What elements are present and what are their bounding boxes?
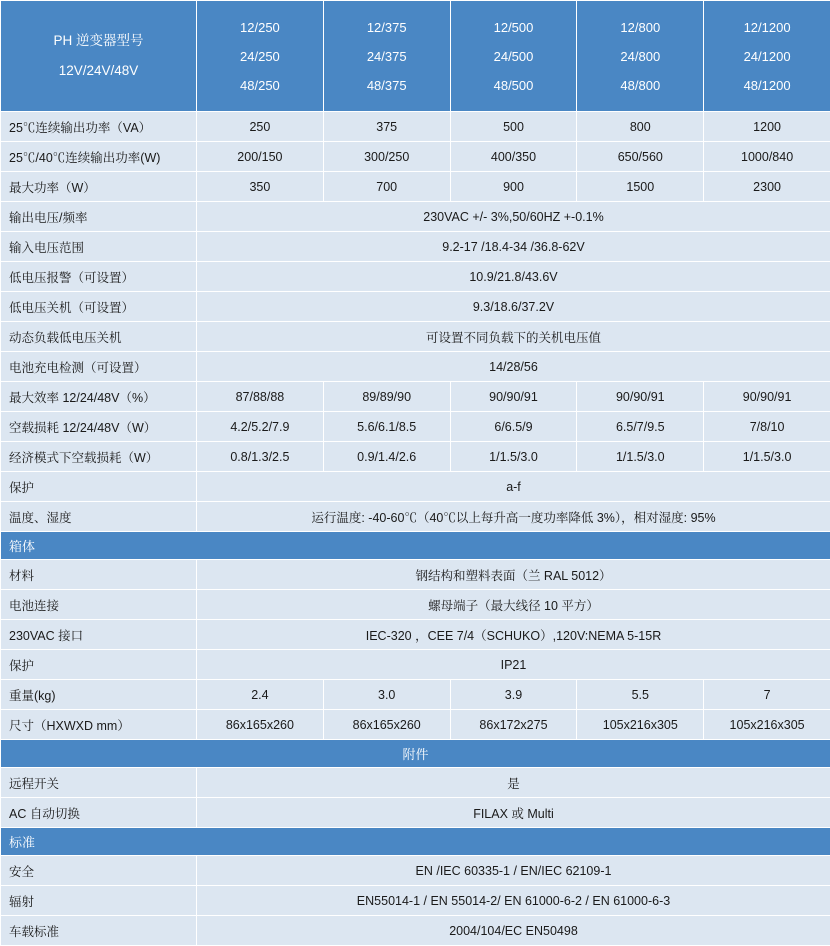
table-row: [1, 590, 830, 620]
row-label: 电池充电检测（可设置）: [1, 352, 197, 382]
row-value: 200/150: [197, 142, 324, 172]
row-value: 86x165x260: [197, 710, 324, 740]
header-col1-line1: 12/250: [203, 13, 317, 42]
row-value-span: 是: [197, 768, 830, 798]
table-row: [1, 232, 830, 262]
row-value: 4.2/5.2/7.9: [197, 412, 324, 442]
table-row: [1, 768, 830, 798]
row-value: 7/8/10: [704, 412, 830, 442]
row-label: 25℃/40℃连续输出功率(W): [1, 142, 197, 172]
row-value-span: a-f: [197, 472, 830, 502]
row-label: 最大效率 12/24/48V（%）: [1, 382, 197, 412]
table-row: [1, 856, 830, 886]
row-value: 1200: [704, 112, 830, 142]
row-label: 最大功率（W）: [1, 172, 197, 202]
row-value: 3.0: [323, 680, 450, 710]
header-col4-line2: 24/800: [583, 42, 697, 71]
table-row: [1, 916, 830, 946]
header-model-label: [1, 1, 197, 112]
header-model-label-line2: 12V/24V/48V: [7, 56, 190, 86]
row-value: 1500: [577, 172, 704, 202]
row-value: 90/90/91: [450, 382, 577, 412]
header-column-5: [704, 1, 830, 112]
row-value-span: 9.3/18.6/37.2V: [197, 292, 830, 322]
header-col5-line2: 24/1200: [710, 42, 824, 71]
row-label: 材料: [1, 560, 197, 590]
table-row: [1, 710, 830, 740]
row-value-span: 螺母端子（最大线径 10 平方）: [197, 590, 830, 620]
row-label: 经济模式下空载损耗（W）: [1, 442, 197, 472]
row-value: 0.9/1.4/2.6: [323, 442, 450, 472]
row-label: 空载损耗 12/24/48V（W）: [1, 412, 197, 442]
header-col5-line1: 12/1200: [710, 13, 824, 42]
row-value: 86x172x275: [450, 710, 577, 740]
header-col1-line3: 48/250: [203, 71, 317, 100]
row-label: 低电压报警（可设置）: [1, 262, 197, 292]
header-col4-line1: 12/800: [583, 13, 697, 42]
table-row: [1, 412, 830, 442]
row-value: 90/90/91: [577, 382, 704, 412]
header-col3-line3: 48/500: [457, 71, 571, 100]
row-value-span: IP21: [197, 650, 830, 680]
header-column-4: [577, 1, 704, 112]
table-row: [1, 202, 830, 232]
row-value: 2300: [704, 172, 830, 202]
row-value: 500: [450, 112, 577, 142]
table-row: [1, 172, 830, 202]
row-value: 0.8/1.3/2.5: [197, 442, 324, 472]
table-row: [1, 560, 830, 590]
row-label: 低电压关机（可设置）: [1, 292, 197, 322]
row-value-span: 钢结构和塑料表面（兰 RAL 5012）: [197, 560, 830, 590]
row-value: 900: [450, 172, 577, 202]
row-value-span: 14/28/56: [197, 352, 830, 382]
row-value: 1/1.5/3.0: [577, 442, 704, 472]
row-value: 86x165x260: [323, 710, 450, 740]
row-value: 375: [323, 112, 450, 142]
row-value-span: FILAX 或 Multi: [197, 798, 830, 828]
table-row: [1, 322, 830, 352]
row-value: 6/6.5/9: [450, 412, 577, 442]
table-row: [1, 680, 830, 710]
row-value-span: EN55014-1 / EN 55014-2/ EN 61000-6-2 / EN 61000-6-3: [197, 886, 830, 916]
row-value-span: 10.9/21.8/43.6V: [197, 262, 830, 292]
row-value: 1/1.5/3.0: [704, 442, 830, 472]
row-label: AC 自动切换: [1, 798, 197, 828]
row-value: 6.5/7/9.5: [577, 412, 704, 442]
row-label: 安全: [1, 856, 197, 886]
row-value: 1000/840: [704, 142, 830, 172]
header-col5-line3: 48/1200: [710, 71, 824, 100]
row-value: 1/1.5/3.0: [450, 442, 577, 472]
row-label: 重量(kg): [1, 680, 197, 710]
row-label: 电池连接: [1, 590, 197, 620]
header-column-1: [197, 1, 324, 112]
row-value: 5.5: [577, 680, 704, 710]
table-row: [1, 886, 830, 916]
table-row: [1, 502, 830, 532]
row-label: 温度、湿度: [1, 502, 197, 532]
table-row: [1, 352, 830, 382]
table-row: [1, 442, 830, 472]
row-value: 2.4: [197, 680, 324, 710]
row-value-span: 可设置不同负载下的关机电压值: [197, 322, 830, 352]
table-row: [1, 112, 830, 142]
row-value-span: 230VAC +/- 3%,50/60HZ +-0.1%: [197, 202, 830, 232]
table-row: [1, 620, 830, 650]
table-row: [1, 142, 830, 172]
row-value: 700: [323, 172, 450, 202]
section-title-standard: 标准: [1, 828, 830, 856]
row-label: 辐射: [1, 886, 197, 916]
row-value-span: 运行温度: -40-60℃（40℃以上每升高一度功率降低 3%），相对湿度: 95%: [197, 502, 830, 532]
row-value: 400/350: [450, 142, 577, 172]
row-value: 105x216x305: [577, 710, 704, 740]
header-col2-line1: 12/375: [330, 13, 444, 42]
section-title-case: 箱体: [1, 532, 830, 560]
row-value: 7: [704, 680, 830, 710]
row-value-span: 2004/104/EC EN50498: [197, 916, 830, 946]
row-value: 5.6/6.1/8.5: [323, 412, 450, 442]
row-value-span: 9.2-17 /18.4-34 /36.8-62V: [197, 232, 830, 262]
row-label: 保护: [1, 472, 197, 502]
table-row: [1, 382, 830, 412]
row-label: 动态负载低电压关机: [1, 322, 197, 352]
row-value: 650/560: [577, 142, 704, 172]
row-label: 输入电压范围: [1, 232, 197, 262]
header-col2-line3: 48/375: [330, 71, 444, 100]
header-model-label-line1: PH 逆变器型号: [7, 26, 190, 56]
row-value: 90/90/91: [704, 382, 830, 412]
header-column-3: [450, 1, 577, 112]
row-label: 25℃连续输出功率（VA）: [1, 112, 197, 142]
section-row-case: [1, 532, 830, 560]
header-column-2: [323, 1, 450, 112]
row-label: 尺寸（HXWXD mm）: [1, 710, 197, 740]
row-value: 350: [197, 172, 324, 202]
section-title-accessory: 附件: [1, 740, 830, 768]
header-col4-line3: 48/800: [583, 71, 697, 100]
row-label: 输出电压/频率: [1, 202, 197, 232]
table-row: [1, 650, 830, 680]
row-value: 250: [197, 112, 324, 142]
row-label: 230VAC 接口: [1, 620, 197, 650]
section-row-accessory: [1, 740, 830, 768]
header-col2-line2: 24/375: [330, 42, 444, 71]
header-col3-line2: 24/500: [457, 42, 571, 71]
row-label: 车载标准: [1, 916, 197, 946]
row-label: 保护: [1, 650, 197, 680]
row-value: 89/89/90: [323, 382, 450, 412]
table-header-row: [1, 1, 830, 112]
row-value: 87/88/88: [197, 382, 324, 412]
row-value: 3.9: [450, 680, 577, 710]
header-col3-line1: 12/500: [457, 13, 571, 42]
table-row: [1, 798, 830, 828]
header-col1-line2: 24/250: [203, 42, 317, 71]
table-row: [1, 292, 830, 322]
row-label: 远程开关: [1, 768, 197, 798]
row-value: 105x216x305: [704, 710, 830, 740]
row-value: 800: [577, 112, 704, 142]
table-row: [1, 472, 830, 502]
row-value-span: IEC-320 ，CEE 7/4（SCHUKO）,120V:NEMA 5-15R: [197, 620, 830, 650]
table-row: [1, 262, 830, 292]
row-value: 300/250: [323, 142, 450, 172]
row-value-span: EN /IEC 60335-1 / EN/IEC 62109-1: [197, 856, 830, 886]
section-row-standard: [1, 828, 830, 856]
